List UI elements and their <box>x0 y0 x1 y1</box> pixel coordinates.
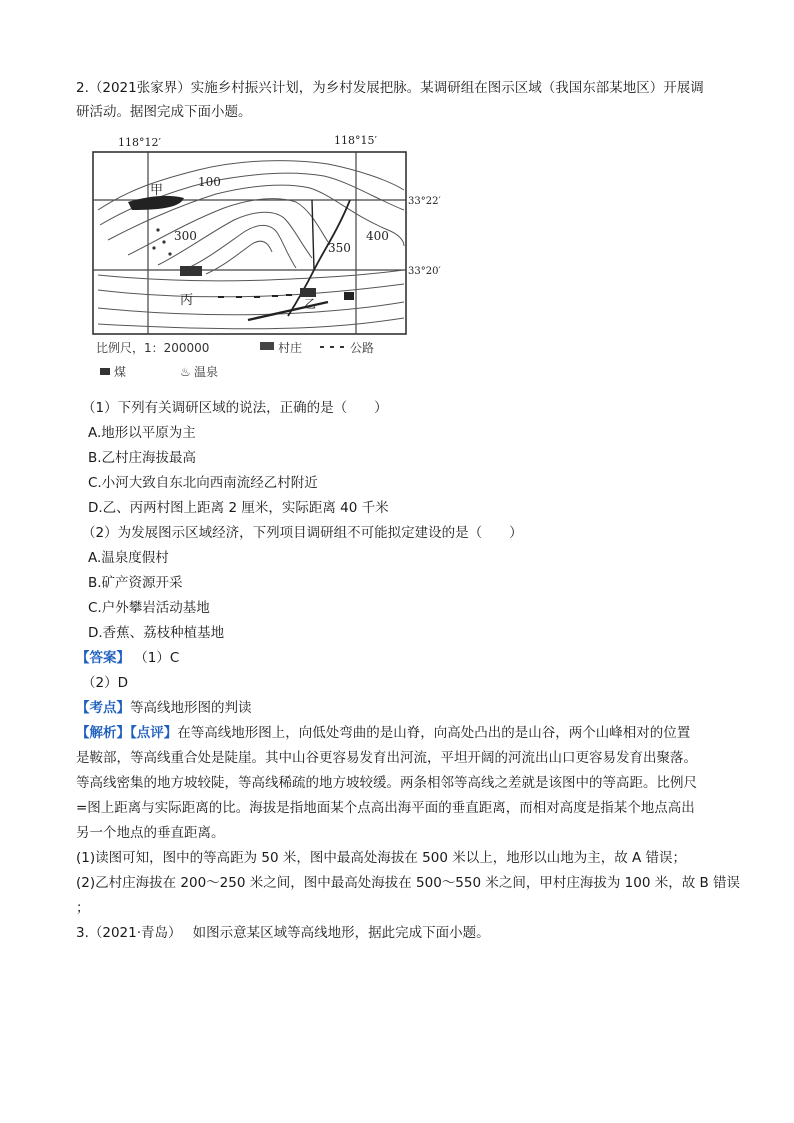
explain-p1: (1)读图可知，图中的等高距为 50 米，图中最高处海拔在 500 米以上，地形以山地为主，故 A 错误； <box>76 850 687 866</box>
kaodian-text: 等高线地形图的判读 <box>130 700 252 716</box>
legend-road-label: 公路 <box>350 341 375 355</box>
sub2-option-c: C.户外攀岩活动基地 <box>88 600 210 616</box>
river-branch <box>312 200 314 270</box>
explain-line3: 等高线密集的地方坡较陡，等高线稀疏的地方坡较缓。两条相邻等高线之差就是该图中的等高距。比例尺 <box>76 775 697 791</box>
answer-line <box>76 648 179 668</box>
answer-1: （1）C <box>134 650 180 666</box>
lon-right-label: 118°15′ <box>334 134 377 147</box>
explain-p2-line1: (2)乙村庄海拔在 200～250 米之间，图中最高处海拔在 500～550 米之间，甲村庄海拔为 100 米，故 B 错误 <box>76 875 741 891</box>
coal-symbol <box>344 292 354 300</box>
contour-lines <box>98 161 404 329</box>
scale-label: 比例尺，1：200000 <box>96 341 210 355</box>
answer-2: （2）D <box>82 675 128 691</box>
village-yi-label: 乙 <box>304 297 317 311</box>
explain-p2-line2: ； <box>76 900 90 916</box>
legend-spring-label: 温泉 <box>194 365 219 379</box>
village-bing-label: 丙 <box>180 293 194 308</box>
village-yi-symbol <box>300 288 316 297</box>
sub1-option-d: D.乙、丙两村图上距离 2 厘米，实际距离 40 千米 <box>88 500 389 516</box>
sub2-option-d: D.香蕉、荔枝种植基地 <box>88 625 225 641</box>
dianping-label: 【点评】 <box>130 725 178 741</box>
contour-400-label: 400 <box>366 229 389 243</box>
dark-patch <box>128 196 184 210</box>
sub1-option-a: A.地形以平原为主 <box>88 425 196 441</box>
lon-left-label: 118°12′ <box>118 136 161 149</box>
sub2-option-b: B.矿产资源开采 <box>88 575 183 591</box>
kaodian-label: 【考点】 <box>76 700 130 716</box>
village-bing-symbol <box>180 266 202 276</box>
explain-line1-text: 在等高线地形图上，向低处弯曲的是山脊，向高处凸出的是山谷，两个山峰相对的位置 <box>177 725 691 741</box>
legend-spring-icon: ♨ <box>180 365 191 379</box>
contour-map <box>88 130 441 385</box>
legend-village-label: 村庄 <box>278 341 303 355</box>
legend-village-icon <box>260 342 274 350</box>
sub1-question: （1）下列有关调研区域的说法，正确的是（ ） <box>82 400 388 416</box>
explain-line4: =图上距离与实际距离的比。海拔是指地面某个点高出海平面的垂直距离，而相对高度是指某个地点高出 <box>76 800 695 816</box>
lat-top-label: 33°22′ <box>408 196 441 207</box>
sub1-option-b: B.乙村庄海拔最高 <box>88 450 197 466</box>
explain-line1 <box>76 723 690 743</box>
sub2-question: （2）为发展图示区域经济，下列项目调研组不可能拟定建设的是（ ） <box>82 525 523 541</box>
contour-350-label: 350 <box>328 241 351 255</box>
contour-map-figure <box>88 130 441 385</box>
q2-stem-line1: 2.（2021张家界）实施乡村振兴计划，为乡村发展把脉。某调研组在图示区域（我国东部某地区）开展调 <box>76 80 704 96</box>
map-frame <box>93 152 406 334</box>
contour-100-label: 100 <box>198 175 221 189</box>
lat-bottom-label: 33°20′ <box>408 266 441 277</box>
sub1-option-c: C.小河大致自东北向西南流经乙村附近 <box>88 475 318 491</box>
explain-line5: 另一个地点的垂直距离。 <box>76 825 225 841</box>
village-jia-label: 甲 <box>150 183 164 198</box>
kaodian-line <box>76 698 252 718</box>
answer-label: 【答案】 <box>76 650 130 666</box>
contour-300-label: 300 <box>174 229 197 243</box>
legend-coal-label: 煤 <box>114 365 127 379</box>
river <box>288 200 350 316</box>
explain-line2: 是鞍部，等高线重合处是陡崖。其中山谷更容易发育出河流，平坦开阔的河流出山口更容易发育出聚落。 <box>76 750 697 766</box>
q3-stem: 3.（2021·青岛） 如图示意某区域等高线地形，据此完成下面小题。 <box>76 925 490 941</box>
scattered-dots <box>152 228 171 255</box>
legend-coal-icon <box>100 368 110 375</box>
q2-stem-line2: 研活动。据图完成下面小题。 <box>76 104 252 120</box>
sub2-option-a: A.温泉度假村 <box>88 550 169 566</box>
jiexi-label: 【解析】 <box>76 725 130 741</box>
